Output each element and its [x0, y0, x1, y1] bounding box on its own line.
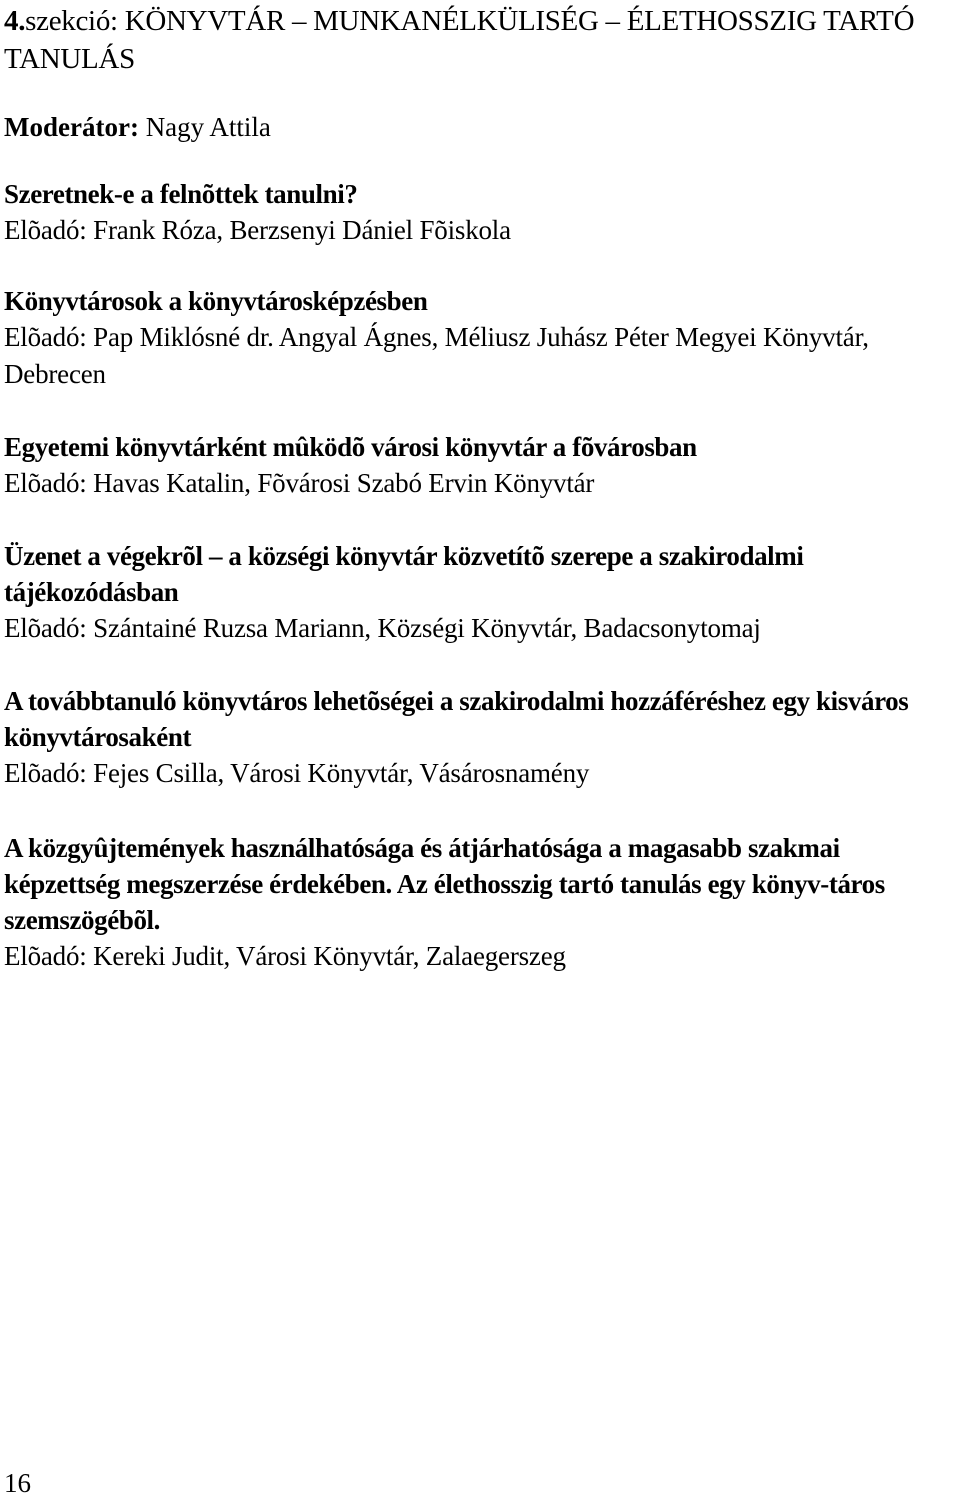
moderator-label: Moderátor: [4, 112, 139, 142]
talk-title: Üzenet a végekrõl – a községi könyvtár közvetítõ szerepe a szakirodalmi tájékozódásban [4, 541, 804, 607]
talk-title: A továbbtanuló könyvtáros lehetõségei a szakirodalmi hozzáféréshez egy kisváros könyvtárosaként [4, 686, 909, 752]
talk-speaker: Elõadó: Havas Katalin, Fõvárosi Szabó Ervin Könyvtár [4, 468, 595, 498]
program-page [4, 0, 956, 975]
moderator-line [4, 110, 956, 144]
talk-speaker: Elõadó: Kereki Judit, Városi Könyvtár, Zalaegerszeg [4, 941, 566, 971]
talk-item [4, 830, 956, 975]
section-title: szekció: KÖNYVTÁR – MUNKANÉLKÜLISÉG – ÉLETHOSSZIG TARTÓ TANULÁS [4, 5, 915, 75]
section-number: 4. [4, 5, 26, 37]
talk-speaker: Elõadó: Pap Miklósné dr. Angyal Ágnes, Méliusz Juhász Péter Megyei Könyvtár, Debrecen [4, 322, 869, 389]
talk-item [4, 683, 956, 792]
talk-title: Egyetemi könyvtárként mûködõ városi könyvtár a fõvárosban [4, 432, 697, 462]
section-heading [4, 0, 956, 78]
talk-speaker: Elõadó: Szántainé Ruzsa Mariann, Községi Könyvtár, Badacsonytomaj [4, 613, 761, 643]
talk-title: A közgyûjtemények használhatósága és átjárhatósága a magasabb szakmai képzettség megszerzése érdekében. Az élethosszig tartó tanulás egy könyv-táros szemszögébõl. [4, 833, 885, 935]
talk-item [4, 176, 956, 249]
talk-item [4, 283, 956, 393]
page-number: 16 [4, 1468, 31, 1498]
moderator-name: Nagy Attila [145, 112, 271, 142]
talk-title: Szeretnek-e a felnõttek tanulni? [4, 179, 358, 209]
talk-item [4, 538, 956, 647]
talk-title: Könyvtárosok a könyvtárosképzésben [4, 286, 428, 316]
talk-item [4, 429, 956, 502]
talk-speaker: Elõadó: Frank Róza, Berzsenyi Dániel Fõiskola [4, 215, 511, 245]
talk-speaker: Elõadó: Fejes Csilla, Városi Könyvtár, Vásárosnamény [4, 758, 590, 788]
